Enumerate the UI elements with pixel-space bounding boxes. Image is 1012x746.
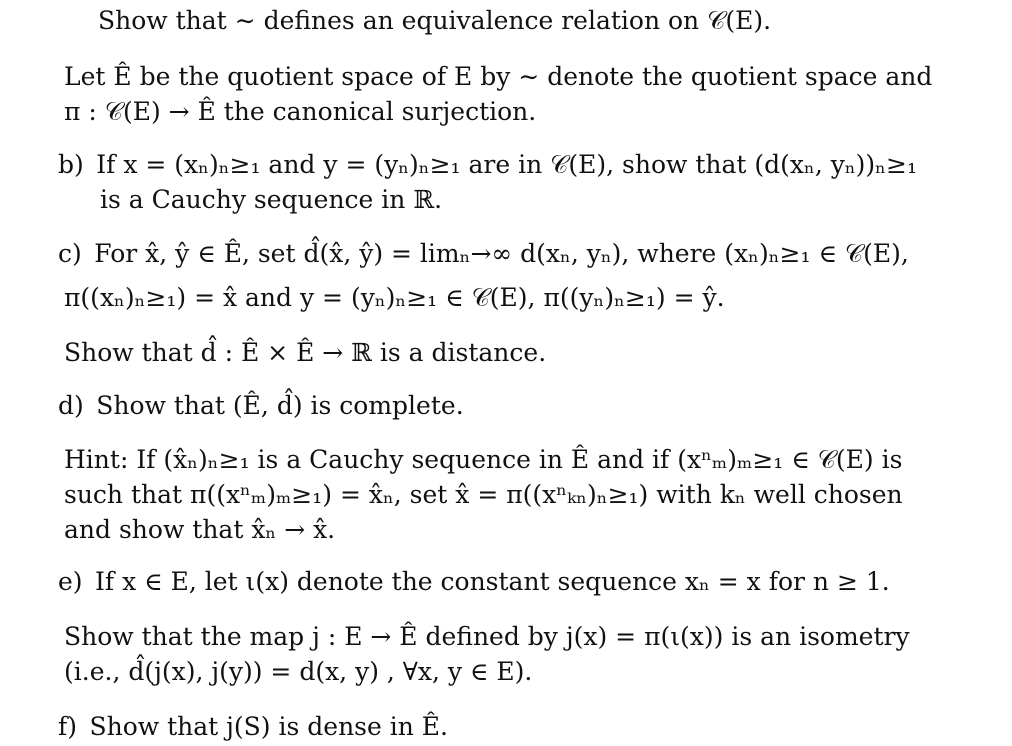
part-e-line-2: Show that the map j : E → Ê defined by j(x) = π(ι(x)) is an isometry bbox=[64, 622, 910, 651]
part-c-line-1: c) For x̂, ŷ ∈ Ê, set d̂(x̂, ŷ) = limₙ→∞ d(xₙ, yₙ), where (xₙ)ₙ≥₁ ∈ 𝒞(E), bbox=[58, 239, 909, 268]
part-c-line-3: Show that d̂ : Ê × Ê → ℝ is a distance. bbox=[64, 338, 547, 367]
hint-line-2: such that π((xⁿₘ)ₘ≥₁) = x̂ₙ, set x̂ = π((xⁿₖₙ)ₙ≥₁) with kₙ well chosen bbox=[64, 480, 903, 509]
part-b-line-1: b) If x = (xₙ)ₙ≥₁ and y = (yₙ)ₙ≥₁ are in 𝒞(E), show that (d(xₙ, yₙ))ₙ≥₁ bbox=[58, 150, 917, 179]
hint-line-1: Hint: If (x̂ₙ)ₙ≥₁ is a Cauchy sequence in Ê and if (xⁿₘ)ₘ≥₁ ∈ 𝒞(E) is bbox=[64, 445, 903, 474]
part-e-line-1: e) If x ∈ E, let ι(x) denote the constant sequence xₙ = x for n ≥ 1. bbox=[58, 567, 890, 596]
part-e-line-3: (i.e., d̂(j(x), j(y)) = d(x, y) , ∀x, y ∈ E). bbox=[64, 657, 533, 686]
text-line-quotient-space: Let Ê be the quotient space of E by ∼ denote the quotient space and bbox=[64, 62, 933, 91]
text-line-canonical-surjection: π : 𝒞(E) → Ê the canonical surjection. bbox=[64, 97, 537, 126]
text-line-equivalence: Show that ∼ defines an equivalence relation on 𝒞(E). bbox=[98, 6, 772, 35]
part-c-line-2: π((xₙ)ₙ≥₁) = x̂ and y = (yₙ)ₙ≥₁ ∈ 𝒞(E), π((yₙ)ₙ≥₁) = ŷ. bbox=[64, 283, 725, 312]
part-f-line-1: f) Show that j(S) is dense in Ê. bbox=[58, 712, 448, 741]
part-d-line-1: d) Show that (Ê, d̂) is complete. bbox=[58, 391, 464, 420]
part-b-line-2: is a Cauchy sequence in ℝ. bbox=[100, 185, 443, 214]
hint-line-3: and show that x̂ₙ → x̂. bbox=[64, 515, 336, 544]
